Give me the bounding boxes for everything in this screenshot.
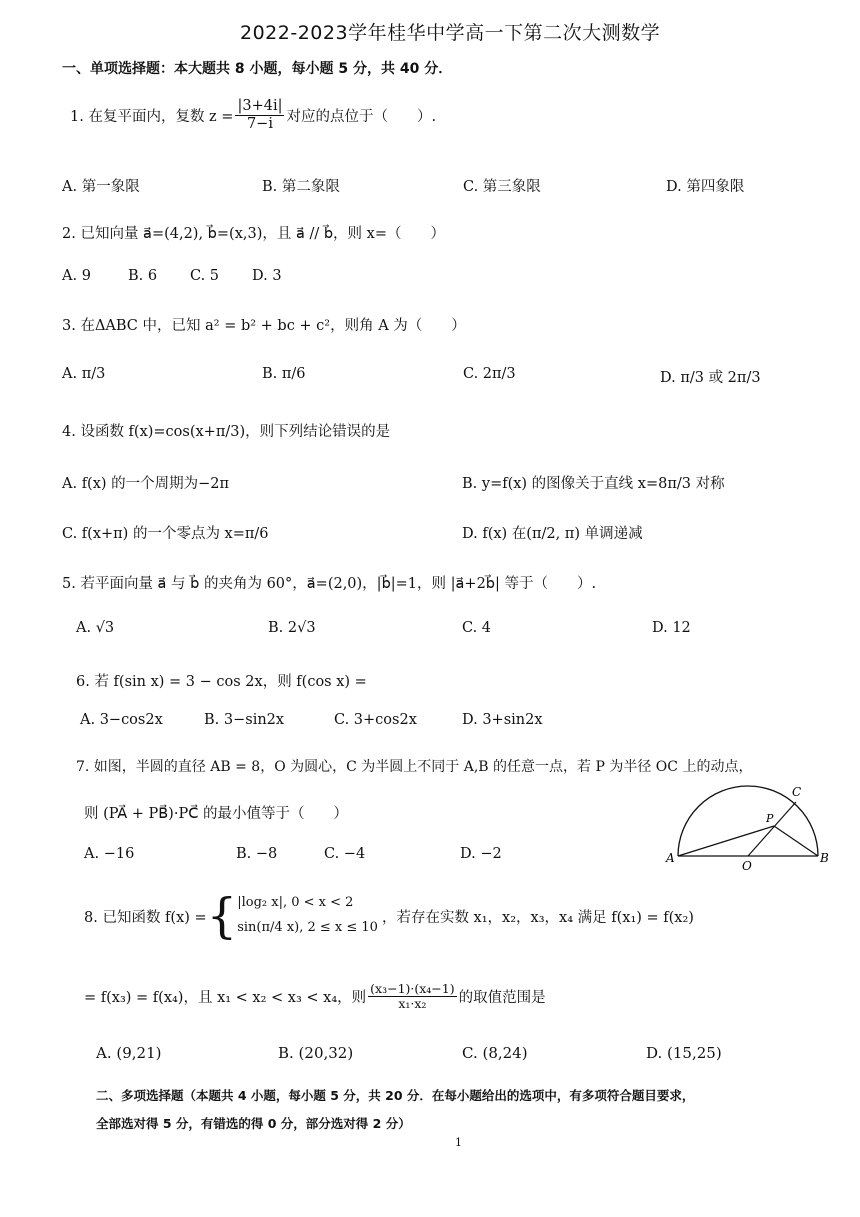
question-1-denominator: 7−i <box>246 115 273 132</box>
piecewise-case-2: sin(π/4 x), 2 ≤ x ≤ 10 <box>237 920 378 935</box>
q5-option-b: B. 2√3 <box>268 620 316 636</box>
q5-option-a: A. √3 <box>76 620 115 636</box>
q6-option-a: A. 3−cos2x <box>80 712 163 728</box>
q1-option-d: D. 第四象限 <box>666 179 745 195</box>
label-o: O <box>742 859 752 872</box>
question-8-numerator: (x₃−1)·(x₄−1) <box>370 981 455 996</box>
q8-option-d: D. (15,25) <box>646 1044 722 1062</box>
segment-pa <box>678 826 774 856</box>
q8-option-c: C. (8,24) <box>462 1044 528 1062</box>
piecewise-cases <box>237 891 378 940</box>
q2-option-d: D. 3 <box>252 268 282 284</box>
q2-option-a: A. 9 <box>62 268 91 284</box>
section-header-single-choice: 一、单项选择题：本大题共 8 小题，每小题 5 分，共 40 分． <box>62 61 453 77</box>
section-header-multi-choice-line-2: 全部选对得 5 分，有错选的得 0 分，部分选对得 2 分） <box>96 1116 411 1131</box>
q4-option-b: B. y=f(x) 的图像关于直线 x=8π/3 对称 <box>462 476 725 492</box>
question-8-line-2-prefix: = f(x₃) = f(x₄)，且 x₁ < x₂ < x₃ < x₄，则 <box>84 990 367 1007</box>
question-1 <box>70 98 436 132</box>
question-8-suffix: ，若存在实数 x₁，x₂，x₃，x₄ 满足 f(x₁) = f(x₂) <box>381 909 694 926</box>
question-7-line-2: 则 (PA⃗ + PB⃗)·PC⃗ 的最小值等于（ ） <box>84 806 348 822</box>
q7-option-a: A. −16 <box>84 846 135 862</box>
question-2: 2. 已知向量 a⃗=(4,2), b⃗=(x,3)，且 a⃗ // b⃗，则 x=（ ） <box>62 226 445 242</box>
q6-option-c: C. 3+cos2x <box>334 712 417 728</box>
q3-option-b: B. π/6 <box>262 366 306 382</box>
section-header-multi-choice-line-1: 二、多项选择题（本题共 4 小题，每小题 5 分，共 20 分．在每小题给出的选项中，有多项符合题目要求， <box>96 1088 695 1103</box>
radius-oc <box>748 802 796 856</box>
question-8-denominator: x₁·x₂ <box>398 996 427 1012</box>
q8-option-b: B. (20,32) <box>278 1044 354 1062</box>
question-3: 3. 在ΔABC 中，已知 a² = b² + bc + c²，则角 A 为（ ） <box>62 318 466 334</box>
question-1-numerator: |3+4i| <box>237 98 283 114</box>
q2-option-b: B. 6 <box>128 268 158 284</box>
q1-option-a: A. 第一象限 <box>62 179 140 195</box>
segment-pb <box>774 826 818 856</box>
q2-option-c: C. 5 <box>190 268 220 284</box>
question-1-fraction <box>235 98 284 132</box>
q5-option-c: C. 4 <box>462 620 492 636</box>
semicircle-figure <box>664 780 830 872</box>
question-5: 5. 若平面向量 a⃗ 与 b⃗ 的夹角为 60°，a⃗=(2,0)，|b⃗|=1，则 |a⃗+2b⃗| 等于（ ）. <box>62 576 597 592</box>
q1-option-b: B. 第二象限 <box>262 179 340 195</box>
q4-option-d: D. f(x) 在(π/2, π) 单调递减 <box>462 526 643 542</box>
q4-option-a: A. f(x) 的一个周期为−2π <box>62 476 230 492</box>
piecewise-case-1: |log₂ x|, 0 < x < 2 <box>237 895 354 911</box>
question-1-suffix: 对应的点位于（ ）. <box>286 108 437 125</box>
question-6: 6. 若 f(sin x) = 3 − cos 2x，则 f(cos x) = <box>76 674 367 690</box>
q7-option-b: B. −8 <box>236 846 278 862</box>
q4-option-c: C. f(x+π) 的一个零点为 x=π/6 <box>62 526 269 542</box>
question-7-line-1: 7. 如图，半圆的直径 AB = 8，O 为圆心，C 为半圆上不同于 A,B 的任意一点，若 P 为半径 OC 上的动点， <box>76 759 753 775</box>
page-title: 2022-2023学年桂华中学高一下第二次大测数学 <box>240 22 661 44</box>
page-number: 1 <box>455 1136 462 1149</box>
label-p: P <box>766 812 774 825</box>
piecewise-brace: { <box>206 888 238 944</box>
question-8-fraction <box>368 982 456 1012</box>
q6-option-d: D. 3+sin2x <box>462 712 543 728</box>
q8-option-a: A. (9,21) <box>96 1044 162 1062</box>
q5-option-d: D. 12 <box>652 620 691 636</box>
q7-option-c: C. −4 <box>324 846 366 862</box>
label-c: C <box>792 785 802 799</box>
label-a: A <box>666 851 675 865</box>
question-1-prefix: 1. 在复平面内，复数 z = <box>70 108 234 125</box>
q7-option-d: D. −2 <box>460 846 502 862</box>
q6-option-b: B. 3−sin2x <box>204 712 285 728</box>
question-8-prefix: 8. 已知函数 f(x) = <box>84 909 207 926</box>
question-8-line-2 <box>84 982 546 1012</box>
question-8-line-2-suffix: 的取值范围是 <box>458 990 546 1007</box>
q3-option-d: D. π/3 或 2π/3 <box>660 370 761 386</box>
label-b: B <box>820 851 829 865</box>
q3-option-a: A. π/3 <box>62 366 106 382</box>
q3-option-c: C. 2π/3 <box>463 366 516 382</box>
q1-option-c: C. 第三象限 <box>463 179 541 195</box>
question-8-line-1 <box>84 888 694 944</box>
question-4: 4. 设函数 f(x)=cos(x+π/3)，则下列结论错误的是 <box>62 424 391 440</box>
